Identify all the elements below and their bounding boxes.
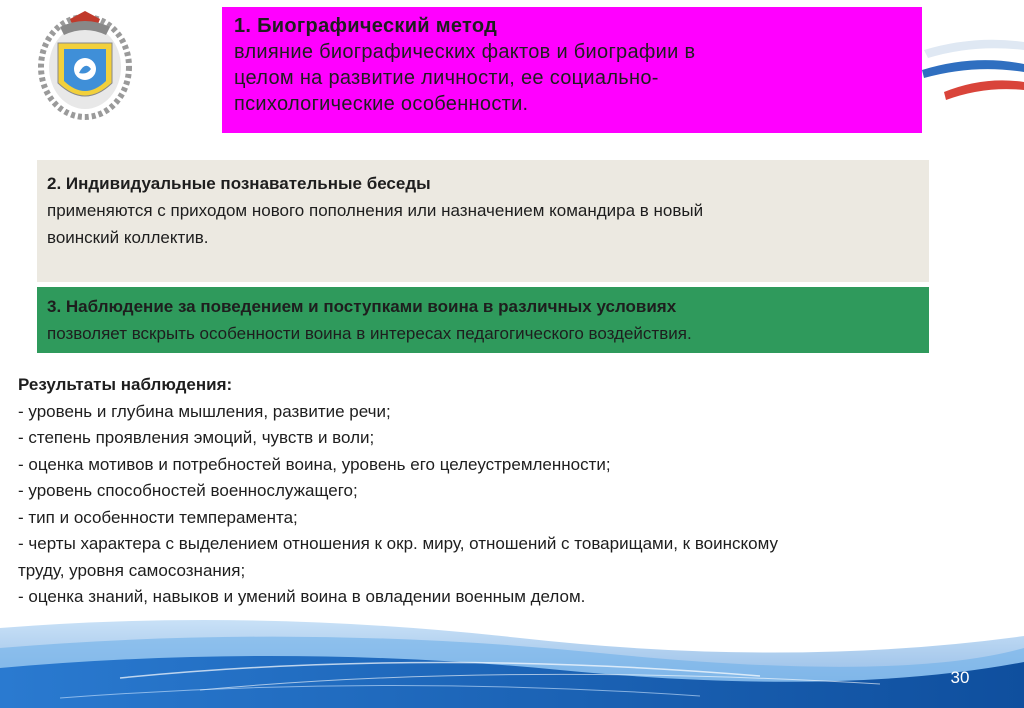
academy-emblem-icon [30, 5, 140, 125]
page-number: 30 [950, 668, 970, 687]
biographical-method-box [222, 7, 922, 133]
results-item: - уровень способностей военнослужащего; [18, 481, 358, 500]
results-item: - тип и особенности темперамента; [18, 507, 298, 527]
observation-results [18, 372, 1008, 611]
box2-line: применяются с приходом нового пополнения или назначением командира в новый [47, 201, 704, 220]
individual-conversations-box [37, 160, 929, 282]
box1-line: влияние биографических фактов и биографии в [234, 41, 696, 63]
results-item: - оценка мотивов и потребностей воина, уровень его целеустремленности; [18, 454, 611, 474]
results-item: - степень проявления эмоций, чувств и воли; [18, 428, 375, 447]
box1-line: целом на развитие личности, ее социально- [234, 67, 659, 89]
observation-box [37, 287, 929, 353]
box2-title: 2. Индивидуальные познавательные беседы [47, 174, 431, 193]
flag-ribbon-icon [914, 30, 1024, 110]
box3-title: 3. Наблюдение за поведением и поступками воина в различных условиях [47, 297, 677, 316]
box3-line: позволяет вскрыть особенности воина в интересах педагогического воздействия. [47, 324, 692, 343]
results-item: труду, уровня самосознания; [18, 560, 246, 580]
box1-title: 1. Биографический метод [234, 15, 498, 37]
box1-line: психологические особенности. [234, 93, 529, 115]
results-item: - оценка знаний, навыков и умений воина в овладении военным делом. [18, 587, 586, 606]
results-title: Результаты наблюдения: [18, 375, 233, 394]
box2-line: воинский коллектив. [47, 228, 209, 247]
results-item: - черты характера с выделением отношения к окр. миру, отношений с товарищами, к воинскому [18, 534, 778, 553]
footer-waves [0, 618, 1024, 708]
results-item: - уровень и глубина мышления, развитие речи; [18, 401, 391, 421]
